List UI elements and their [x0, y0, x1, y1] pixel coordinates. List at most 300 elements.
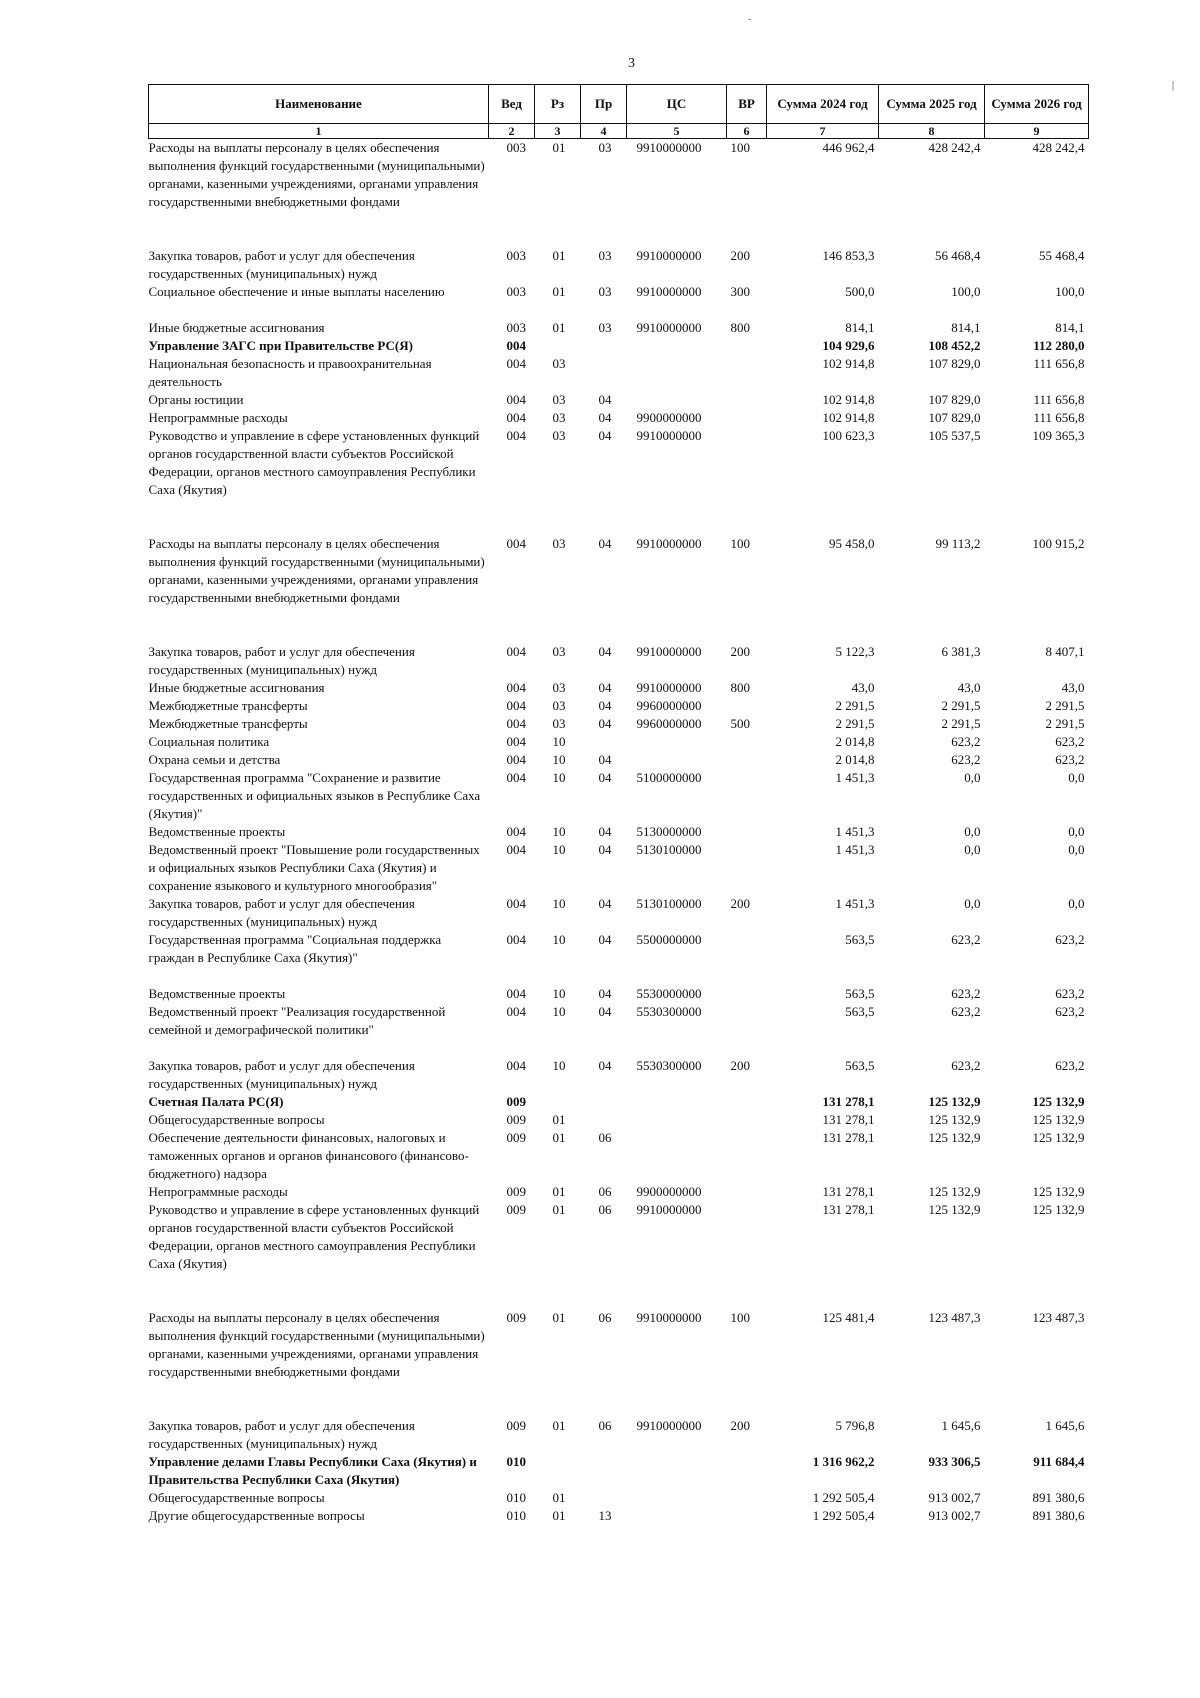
- column-header-cs: ЦС: [627, 85, 727, 124]
- row-vr: [727, 427, 767, 535]
- row-name: Ведомственный проект "Повышение роли государственных и официальных языков Республики Саха (Якутия) и сохранение языкового и культурного многообразия": [148, 842, 480, 893]
- row-pr: [581, 733, 627, 751]
- row-pr: [581, 1453, 627, 1489]
- row-vr: [727, 841, 767, 895]
- row-pr: 04: [598, 428, 612, 443]
- row-vr: [727, 769, 767, 823]
- row-ved: 003: [506, 320, 526, 335]
- column-header-sum-2025: Сумма 2025 год: [879, 85, 985, 124]
- row-sum-2025: 125 132,9: [928, 1130, 981, 1145]
- column-header-name: Наименование: [149, 85, 489, 124]
- row-ved: 004: [506, 986, 526, 1001]
- row-name: Закупка товаров, работ и услуг для обеспечения государственных (муниципальных) нужд: [148, 644, 415, 677]
- row-name: Социальное обеспечение и иные выплаты населению: [148, 284, 445, 299]
- table-row: [149, 769, 1089, 823]
- row-ved: 004: [506, 842, 526, 857]
- row-name: Межбюджетные трансферты: [148, 698, 308, 713]
- row-name: Управление ЗАГС при Правительстве РС(Я): [148, 338, 413, 353]
- row-pr: 04: [598, 986, 612, 1001]
- row-pr: 04: [598, 770, 612, 785]
- row-pr: 04: [598, 1058, 612, 1073]
- table-row: [149, 283, 1089, 319]
- row-pr: 04: [598, 896, 612, 911]
- row-vr: [727, 751, 767, 769]
- table-row: [149, 1057, 1089, 1093]
- row-sum-2024: 2 291,5: [835, 698, 875, 713]
- row-ved: 010: [506, 1490, 526, 1505]
- row-sum-2026: 111 656,8: [1033, 356, 1085, 371]
- row-rz: 03: [552, 536, 566, 551]
- row-rz: 01: [552, 1490, 566, 1505]
- row-sum-2026: 43,0: [1061, 680, 1085, 695]
- row-vr: [727, 1507, 767, 1525]
- row-ved: 009: [506, 1184, 526, 1199]
- row-sum-2026: 623,2: [1055, 1004, 1085, 1019]
- row-rz: 01: [552, 1130, 566, 1145]
- table-row: [149, 1489, 1089, 1507]
- row-sum-2025: 100,0: [951, 284, 981, 299]
- row-pr: 04: [598, 842, 612, 857]
- row-vr: 200: [730, 644, 750, 659]
- row-vr: [727, 1453, 767, 1489]
- row-pr: 04: [598, 698, 612, 713]
- row-sum-2025: 56 468,4: [935, 248, 981, 263]
- row-ved: 004: [506, 896, 526, 911]
- row-cs: [627, 1129, 727, 1183]
- row-pr: 04: [598, 1004, 612, 1019]
- row-name: Расходы на выплаты персоналу в целях обеспечения выполнения функций государственными (муниципальными) органами, казенными учреждениями, органами управления государственными внебюджетными фондами: [148, 140, 485, 209]
- row-cs: 9910000000: [636, 1418, 702, 1433]
- row-cs: 9910000000: [636, 680, 702, 695]
- row-pr: 13: [598, 1508, 612, 1523]
- row-sum-2025: 623,2: [951, 1004, 981, 1019]
- column-number: 5: [627, 124, 727, 139]
- column-number: 3: [535, 124, 581, 139]
- table-row: [149, 355, 1089, 391]
- row-sum-2025: 0,0: [964, 842, 981, 857]
- row-pr: 03: [598, 284, 612, 299]
- column-number: 7: [767, 124, 879, 139]
- row-sum-2026: 0,0: [1068, 770, 1085, 785]
- row-sum-2026: 814,1: [1055, 320, 1085, 335]
- row-ved: 004: [506, 1058, 526, 1073]
- row-sum-2026: 125 132,9: [1032, 1112, 1085, 1127]
- row-ved: 003: [506, 284, 526, 299]
- table-body: [149, 139, 1089, 1526]
- row-cs: 5130000000: [636, 824, 702, 839]
- row-sum-2025: 107 829,0: [928, 392, 981, 407]
- row-name: Расходы на выплаты персоналу в целях обеспечения выполнения функций государственными (муниципальными) органами, казенными учреждениями, органами управления государственными внебюджетными фондами: [148, 1310, 485, 1379]
- row-name: Охрана семьи и детства: [148, 752, 281, 767]
- row-pr: 06: [598, 1130, 612, 1145]
- row-ved: 004: [506, 698, 526, 713]
- row-sum-2025: 2 291,5: [941, 698, 981, 713]
- column-header-sum-2024: Сумма 2024 год: [767, 85, 879, 124]
- row-vr: [727, 391, 767, 409]
- table-header-row: [149, 85, 1089, 124]
- row-rz: 10: [552, 842, 566, 857]
- row-cs: 9960000000: [636, 698, 702, 713]
- row-pr: [581, 355, 627, 391]
- row-cs: 9900000000: [636, 410, 702, 425]
- row-sum-2024: 563,5: [845, 932, 875, 947]
- row-pr: 06: [598, 1310, 612, 1325]
- row-ved: 010: [506, 1454, 526, 1469]
- row-sum-2025: 623,2: [951, 734, 981, 749]
- row-cs: [627, 1093, 727, 1111]
- row-name: Управление делами Главы Республики Саха (Якутия) и Правительства Республики Саха (Якутия): [148, 1454, 477, 1487]
- row-sum-2024: 131 278,1: [822, 1130, 875, 1145]
- row-sum-2025: 933 306,5: [928, 1454, 981, 1469]
- row-name: Расходы на выплаты персоналу в целях обеспечения выполнения функций государственными (муниципальными) органами, казенными учреждениями, органами управления государственными внебюджетными фондами: [148, 536, 485, 605]
- row-vr: [727, 1489, 767, 1507]
- row-ved: 009: [506, 1202, 526, 1217]
- row-sum-2024: 100 623,3: [822, 428, 875, 443]
- column-number: 9: [985, 124, 1089, 139]
- row-ved: 009: [506, 1310, 526, 1325]
- row-name: Органы юстиции: [148, 392, 244, 407]
- row-name: Общегосударственные вопросы: [148, 1112, 325, 1127]
- row-vr: 800: [730, 680, 750, 695]
- row-ved: 004: [506, 410, 526, 425]
- row-cs: 9910000000: [636, 644, 702, 659]
- row-sum-2025: 6 381,3: [941, 644, 981, 659]
- row-vr: [727, 931, 767, 985]
- row-cs: [627, 1453, 727, 1489]
- row-sum-2024: 1 316 962,2: [812, 1454, 875, 1469]
- row-vr: 100: [730, 536, 750, 551]
- row-vr: [727, 823, 767, 841]
- row-cs: [627, 751, 727, 769]
- row-vr: [727, 1183, 767, 1201]
- row-sum-2026: 428 242,4: [1032, 140, 1085, 155]
- column-header-ved: Вед: [489, 85, 535, 124]
- row-cs: 9910000000: [636, 1202, 702, 1217]
- row-name: Национальная безопасность и правоохранительная деятельность: [148, 356, 432, 389]
- table-row: [149, 1003, 1089, 1057]
- table-row: [149, 1093, 1089, 1111]
- row-sum-2025: 43,0: [957, 680, 981, 695]
- row-rz: 10: [552, 932, 566, 947]
- row-sum-2024: 104 929,6: [822, 338, 875, 353]
- column-number-row: [149, 124, 1089, 139]
- row-vr: 200: [730, 1418, 750, 1433]
- row-cs: 9910000000: [636, 140, 702, 155]
- row-cs: [627, 337, 727, 355]
- row-rz: 01: [552, 284, 566, 299]
- table-row: [149, 139, 1089, 248]
- row-sum-2025: 0,0: [964, 824, 981, 839]
- row-sum-2025: 623,2: [951, 932, 981, 947]
- row-ved: 004: [506, 824, 526, 839]
- row-rz: 01: [552, 1418, 566, 1433]
- budget-document: [148, 84, 1088, 1525]
- row-vr: 100: [730, 140, 750, 155]
- row-rz: 03: [552, 644, 566, 659]
- table-row: [149, 1129, 1089, 1183]
- row-rz: 01: [552, 1310, 566, 1325]
- row-vr: 800: [730, 320, 750, 335]
- row-ved: 009: [506, 1094, 526, 1109]
- row-cs: [627, 391, 727, 409]
- row-ved: 004: [506, 770, 526, 785]
- row-rz: 03: [552, 356, 566, 371]
- row-cs: 5530300000: [636, 1004, 702, 1019]
- table-row: [149, 337, 1089, 355]
- row-cs: 9910000000: [636, 536, 702, 551]
- row-name: Руководство и управление в сфере установленных функций органов государственной власти субъектов Российской Федерации, органов местного самоуправления Республики Саха (Якутия): [148, 1202, 480, 1271]
- table-row: [149, 985, 1089, 1003]
- row-sum-2025: 105 537,5: [928, 428, 981, 443]
- row-sum-2026: 0,0: [1068, 824, 1085, 839]
- column-number: 4: [581, 124, 627, 139]
- table-row: [149, 1453, 1089, 1489]
- row-sum-2024: 563,5: [845, 1004, 875, 1019]
- row-rz: 03: [552, 410, 566, 425]
- row-vr: 300: [730, 284, 750, 299]
- row-rz: 01: [552, 320, 566, 335]
- row-sum-2025: 125 132,9: [928, 1112, 981, 1127]
- row-sum-2025: 0,0: [964, 896, 981, 911]
- row-rz: 03: [552, 698, 566, 713]
- row-rz: 10: [552, 824, 566, 839]
- row-sum-2024: 146 853,3: [822, 248, 875, 263]
- row-sum-2026: 111 656,8: [1033, 392, 1085, 407]
- row-ved: 009: [506, 1418, 526, 1433]
- row-pr: 04: [598, 824, 612, 839]
- table-row: [149, 823, 1089, 841]
- table-row: [149, 1183, 1089, 1201]
- row-cs: [627, 1489, 727, 1507]
- row-ved: 004: [506, 536, 526, 551]
- row-name: Ведомственные проекты: [148, 986, 286, 1001]
- row-ved: 004: [506, 644, 526, 659]
- row-sum-2025: 428 242,4: [928, 140, 981, 155]
- row-name: Социальная политика: [148, 734, 270, 749]
- row-name: Общегосударственные вопросы: [148, 1490, 325, 1505]
- row-vr: [727, 733, 767, 751]
- row-pr: 06: [598, 1184, 612, 1199]
- row-sum-2026: 1 645,6: [1045, 1418, 1085, 1433]
- row-sum-2025: 0,0: [964, 770, 981, 785]
- row-name: Счетная Палата РС(Я): [148, 1094, 284, 1109]
- row-sum-2024: 43,0: [851, 680, 875, 695]
- row-pr: 04: [598, 752, 612, 767]
- row-sum-2026: 125 132,9: [1032, 1130, 1085, 1145]
- row-sum-2026: 0,0: [1068, 842, 1085, 857]
- row-name: Руководство и управление в сфере установленных функций органов государственной власти субъектов Российской Федерации, органов местного самоуправления Республики Саха (Якутия): [148, 428, 480, 497]
- row-cs: 9900000000: [636, 1184, 702, 1199]
- row-cs: 5530300000: [636, 1058, 702, 1073]
- table-row: [149, 1309, 1089, 1417]
- column-number: 6: [727, 124, 767, 139]
- row-sum-2026: 55 468,4: [1039, 248, 1085, 263]
- row-sum-2024: 102 914,8: [822, 356, 875, 371]
- table-row: [149, 895, 1089, 931]
- row-cs: 9910000000: [636, 1310, 702, 1325]
- table-row: [149, 1111, 1089, 1129]
- row-rz: [535, 1453, 581, 1489]
- row-sum-2024: 2 014,8: [835, 752, 875, 767]
- row-sum-2024: 131 278,1: [822, 1094, 875, 1109]
- row-sum-2026: 2 291,5: [1045, 716, 1085, 731]
- row-pr: 04: [598, 392, 612, 407]
- row-cs: 5130100000: [636, 896, 702, 911]
- row-vr: 200: [730, 896, 750, 911]
- row-sum-2026: 123 487,3: [1032, 1310, 1085, 1325]
- row-rz: 03: [552, 716, 566, 731]
- row-cs: [627, 355, 727, 391]
- row-pr: 04: [598, 716, 612, 731]
- row-sum-2024: 563,5: [845, 1058, 875, 1073]
- row-sum-2026: 125 132,9: [1032, 1184, 1085, 1199]
- row-sum-2024: 1 292 505,4: [812, 1490, 875, 1505]
- table-row: [149, 715, 1089, 733]
- row-sum-2026: 100,0: [1055, 284, 1085, 299]
- row-pr: 06: [598, 1418, 612, 1433]
- row-rz: [535, 1093, 581, 1111]
- row-name: Непрограммные расходы: [148, 410, 288, 425]
- row-rz: [535, 337, 581, 355]
- row-sum-2025: 123 487,3: [928, 1310, 981, 1325]
- row-sum-2024: 131 278,1: [822, 1184, 875, 1199]
- row-pr: 03: [598, 140, 612, 155]
- row-sum-2024: 2 014,8: [835, 734, 875, 749]
- row-sum-2026: 100 915,2: [1032, 536, 1085, 551]
- row-vr: 500: [730, 716, 750, 731]
- scan-mark: -: [748, 14, 752, 25]
- table-row: [149, 931, 1089, 985]
- row-sum-2025: 107 829,0: [928, 410, 981, 425]
- row-vr: [727, 697, 767, 715]
- row-sum-2025: 913 002,7: [928, 1490, 981, 1505]
- row-name: Закупка товаров, работ и услуг для обеспечения государственных (муниципальных) нужд: [148, 248, 415, 281]
- row-sum-2026: 911 684,4: [1033, 1454, 1085, 1469]
- row-sum-2024: 1 292 505,4: [812, 1508, 875, 1523]
- row-pr: [581, 1489, 627, 1507]
- row-ved: 004: [506, 752, 526, 767]
- row-name: Обеспечение деятельности финансовых, налоговых и таможенных органов и органов финансового (финансово-бюджетного) надзора: [148, 1130, 469, 1181]
- row-sum-2024: 2 291,5: [835, 716, 875, 731]
- row-cs: 9910000000: [636, 320, 702, 335]
- row-name: Другие общегосударственные вопросы: [148, 1508, 365, 1523]
- row-rz: 01: [552, 140, 566, 155]
- row-sum-2024: 95 458,0: [829, 536, 875, 551]
- table-row: [149, 409, 1089, 427]
- row-pr: 04: [598, 536, 612, 551]
- row-vr: [727, 1129, 767, 1183]
- row-ved: 009: [506, 1112, 526, 1127]
- row-vr: [727, 409, 767, 427]
- row-sum-2026: 112 280,0: [1033, 338, 1085, 353]
- row-cs: [627, 1507, 727, 1525]
- row-rz: 10: [552, 1058, 566, 1073]
- row-pr: 04: [598, 644, 612, 659]
- row-vr: [727, 355, 767, 391]
- row-cs: 9910000000: [636, 284, 702, 299]
- table-row: [149, 1417, 1089, 1453]
- table-row: [149, 751, 1089, 769]
- row-sum-2024: 500,0: [845, 284, 875, 299]
- row-pr: 03: [598, 248, 612, 263]
- row-sum-2025: 623,2: [951, 986, 981, 1001]
- row-rz: 01: [552, 1184, 566, 1199]
- row-sum-2024: 814,1: [845, 320, 875, 335]
- row-cs: 5530000000: [636, 986, 702, 1001]
- row-ved: 003: [506, 248, 526, 263]
- row-vr: [727, 1003, 767, 1057]
- row-sum-2024: 102 914,8: [822, 392, 875, 407]
- row-sum-2025: 623,2: [951, 752, 981, 767]
- row-vr: 200: [730, 248, 750, 263]
- row-ved: 003: [506, 140, 526, 155]
- table-row: [149, 535, 1089, 643]
- table-row: [149, 247, 1089, 283]
- row-sum-2026: 623,2: [1055, 752, 1085, 767]
- row-name: Иные бюджетные ассигнования: [148, 680, 325, 695]
- row-sum-2024: 1 451,3: [835, 770, 875, 785]
- row-ved: 004: [506, 428, 526, 443]
- row-cs: 5100000000: [636, 770, 702, 785]
- row-cs: [627, 1111, 727, 1129]
- row-name: Государственная программа "Сохранение и развитие государственных и официальных языков в Республике Саха (Якутия)": [148, 770, 481, 821]
- table-row: [149, 841, 1089, 895]
- row-rz: 10: [552, 986, 566, 1001]
- page-number: 3: [628, 56, 635, 71]
- row-name: Ведомственный проект "Реализация государственной семейной и демографической политики": [148, 1004, 446, 1037]
- row-vr: [727, 337, 767, 355]
- column-header-sum-2026: Сумма 2026 год: [985, 85, 1089, 124]
- row-sum-2024: 446 962,4: [822, 140, 875, 155]
- row-ved: 010: [506, 1508, 526, 1523]
- row-sum-2025: 108 452,2: [928, 338, 981, 353]
- row-cs: 9960000000: [636, 716, 702, 731]
- row-pr: [581, 1093, 627, 1111]
- row-rz: 01: [552, 1112, 566, 1127]
- column-number: 1: [149, 124, 489, 139]
- row-sum-2024: 1 451,3: [835, 842, 875, 857]
- column-header-rz: Рз: [535, 85, 581, 124]
- table-row: [149, 643, 1089, 679]
- row-pr: 04: [598, 680, 612, 695]
- row-sum-2026: 125 132,9: [1032, 1094, 1085, 1109]
- row-sum-2026: 623,2: [1055, 986, 1085, 1001]
- row-rz: 10: [552, 734, 566, 749]
- row-sum-2026: 2 291,5: [1045, 698, 1085, 713]
- row-name: Государственная программа "Социальная поддержка граждан в Республике Саха (Якутия)": [148, 932, 442, 965]
- row-cs: 9910000000: [636, 428, 702, 443]
- row-sum-2026: 109 365,3: [1032, 428, 1085, 443]
- row-sum-2025: 2 291,5: [941, 716, 981, 731]
- row-sum-2024: 102 914,8: [822, 410, 875, 425]
- row-cs: [627, 733, 727, 751]
- row-sum-2024: 5 796,8: [835, 1418, 875, 1433]
- row-sum-2024: 1 451,3: [835, 896, 875, 911]
- row-sum-2025: 623,2: [951, 1058, 981, 1073]
- row-sum-2024: 1 451,3: [835, 824, 875, 839]
- row-vr: [727, 1201, 767, 1309]
- row-vr: 100: [730, 1310, 750, 1325]
- row-pr: 04: [598, 410, 612, 425]
- row-rz: 03: [552, 428, 566, 443]
- row-pr: 06: [598, 1202, 612, 1217]
- row-rz: 03: [552, 392, 566, 407]
- table-row: [149, 391, 1089, 409]
- table-row: [149, 679, 1089, 697]
- row-sum-2026: 111 656,8: [1033, 410, 1085, 425]
- row-ved: 009: [506, 1130, 526, 1145]
- row-sum-2026: 125 132,9: [1032, 1202, 1085, 1217]
